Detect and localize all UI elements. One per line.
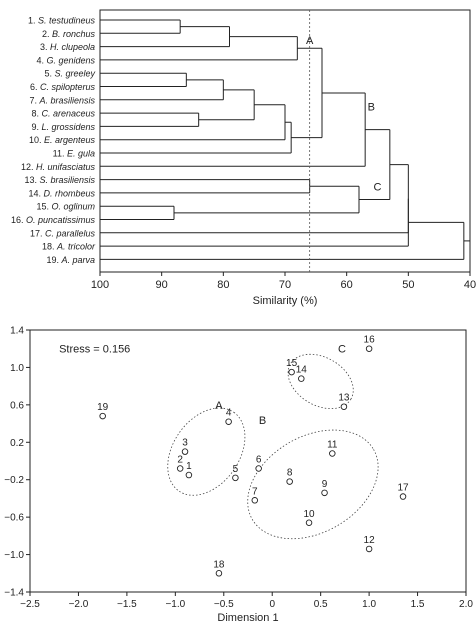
y-tick-label: −1.0 bbox=[4, 550, 24, 562]
x-tick-label: 70 bbox=[278, 279, 292, 291]
leaf-label bbox=[28, 16, 96, 26]
leaf-number: 9. bbox=[31, 121, 42, 132]
leaf-name: B. ronchus bbox=[51, 28, 95, 39]
leaf-name: S. testudineus bbox=[37, 15, 95, 26]
leaf-number: 11. bbox=[52, 148, 67, 159]
leaf-name: A. tricolor bbox=[56, 241, 95, 252]
data-point bbox=[186, 472, 192, 478]
point-label: 13 bbox=[338, 392, 350, 404]
leaf-name: S. greeley bbox=[54, 68, 95, 79]
data-point bbox=[298, 376, 304, 382]
point-label: 9 bbox=[321, 478, 328, 490]
data-point bbox=[400, 494, 406, 500]
data-point bbox=[100, 413, 106, 419]
leaf-number: 8. bbox=[31, 108, 42, 119]
leaf-name: H. clupeola bbox=[49, 42, 95, 53]
y-tick-label: 0.6 bbox=[10, 400, 24, 412]
leaf-number: 2. bbox=[41, 28, 52, 39]
cluster-label: B bbox=[367, 101, 376, 114]
data-point bbox=[182, 449, 188, 455]
cluster-label: A bbox=[305, 34, 314, 47]
data-point bbox=[306, 520, 312, 526]
leaf-label bbox=[42, 242, 96, 252]
leaf-label bbox=[31, 109, 95, 119]
leaf-number: 15. bbox=[36, 201, 52, 212]
x-tick-label: 1.0 bbox=[362, 599, 377, 610]
y-tick-label: −0.2 bbox=[4, 475, 24, 487]
leaf-name: S. brasiliensis bbox=[39, 175, 95, 186]
data-point bbox=[366, 346, 372, 352]
x-tick-label: −1.5 bbox=[117, 599, 137, 610]
leaf-number: 19. bbox=[46, 254, 62, 265]
data-point bbox=[341, 404, 347, 410]
data-point bbox=[329, 451, 335, 457]
data-point bbox=[366, 546, 372, 552]
leaf-number: 18. bbox=[41, 241, 57, 252]
dendrogram-leaf-labels bbox=[11, 16, 96, 265]
leaf-name: G. genidens bbox=[46, 55, 95, 66]
leaf-number: 1. bbox=[27, 15, 38, 26]
leaf-label bbox=[29, 135, 96, 145]
scatter-y-axis bbox=[4, 326, 30, 599]
leaf-label bbox=[24, 175, 95, 185]
leaf-number: 3. bbox=[39, 42, 50, 53]
cluster-label: C bbox=[373, 181, 382, 194]
point-label: 17 bbox=[397, 482, 409, 494]
x-tick-label: 0.5 bbox=[313, 599, 328, 610]
x-tick-label: 0 bbox=[269, 599, 276, 610]
group-outline bbox=[278, 343, 363, 420]
x-tick-label: 2.0 bbox=[459, 599, 473, 610]
leaf-name: C. parallelus bbox=[44, 228, 95, 239]
mds-scatter-panel bbox=[4, 326, 473, 621]
point-label: 18 bbox=[213, 559, 225, 571]
leaf-number: 13. bbox=[24, 175, 40, 186]
x-tick-label: 90 bbox=[155, 279, 168, 291]
scatter-group-labels bbox=[215, 344, 346, 427]
x-tick-label: −0.5 bbox=[213, 599, 234, 610]
leaf-label bbox=[28, 188, 95, 198]
leaf-number: 4. bbox=[36, 55, 47, 66]
dendrogram-branches bbox=[100, 20, 470, 259]
leaf-name: H. unifasciatus bbox=[35, 161, 95, 172]
leaf-label bbox=[30, 228, 96, 238]
x-tick-label: 100 bbox=[90, 279, 110, 291]
leaf-label bbox=[44, 69, 95, 79]
scatter-plot-frame bbox=[30, 330, 466, 592]
x-tick-label: 60 bbox=[340, 279, 353, 291]
leaf-label bbox=[46, 255, 95, 265]
dendrogram-group-labels bbox=[306, 35, 382, 193]
leaf-label bbox=[40, 42, 95, 52]
leaf-name: D. rhombeus bbox=[43, 188, 95, 199]
cluster-label: A bbox=[215, 399, 223, 412]
point-label: 8 bbox=[286, 467, 293, 479]
cluster-label: B bbox=[258, 414, 267, 427]
leaf-label bbox=[53, 149, 95, 159]
x-tick-label: −2.0 bbox=[68, 599, 89, 610]
cluster-label: C bbox=[338, 343, 346, 356]
point-label: 10 bbox=[303, 508, 315, 520]
leaf-number: 10. bbox=[28, 135, 44, 146]
leaf-label bbox=[42, 29, 96, 39]
x-tick-label: 50 bbox=[402, 279, 415, 291]
data-point bbox=[177, 466, 183, 472]
group-outline bbox=[152, 393, 261, 509]
data-point bbox=[226, 419, 232, 425]
stress-annotation: Stress = 0.156 bbox=[59, 343, 131, 356]
point-label: 7 bbox=[252, 486, 258, 498]
leaf-label bbox=[21, 162, 96, 172]
y-tick-label: 1.4 bbox=[10, 325, 24, 337]
x-tick-label: 40 bbox=[463, 279, 476, 291]
leaf-label bbox=[36, 55, 95, 65]
leaf-label bbox=[29, 95, 95, 105]
data-point bbox=[289, 369, 295, 375]
data-point bbox=[233, 475, 239, 481]
point-label: 15 bbox=[286, 358, 298, 370]
point-label: 6 bbox=[255, 454, 262, 466]
dendrogram-panel bbox=[11, 10, 476, 307]
leaf-label bbox=[36, 202, 95, 212]
leaf-name: A. parva bbox=[61, 254, 95, 265]
point-label: 3 bbox=[182, 437, 188, 449]
point-label: 1 bbox=[186, 461, 192, 473]
point-label: 12 bbox=[363, 534, 375, 546]
x-tick-label: −2.5 bbox=[20, 599, 40, 610]
data-point bbox=[252, 498, 258, 504]
leaf-name: C. arenaceus bbox=[41, 108, 95, 119]
leaf-number: 7. bbox=[29, 95, 40, 106]
point-label: 5 bbox=[232, 463, 239, 475]
y-tick-label: 0.2 bbox=[10, 437, 24, 449]
leaf-name: A. brasiliensis bbox=[39, 95, 95, 106]
y-tick-label: 1.0 bbox=[10, 362, 24, 374]
dendrogram-x-axis bbox=[91, 272, 476, 291]
leaf-number: 14. bbox=[28, 188, 44, 199]
leaf-name: O. puncatissimus bbox=[25, 215, 95, 225]
scatter-x-axis bbox=[20, 592, 473, 610]
scatter-group-outlines bbox=[152, 343, 398, 561]
scatter-points bbox=[97, 335, 409, 576]
leaf-number: 17. bbox=[29, 228, 45, 239]
data-point bbox=[287, 479, 293, 485]
data-point bbox=[322, 490, 328, 496]
leaf-name: L. grossidens bbox=[41, 121, 95, 132]
point-label: 16 bbox=[363, 334, 375, 346]
x-tick-label: 1.5 bbox=[410, 599, 425, 610]
leaf-number: 6. bbox=[29, 82, 40, 92]
x-tick-label: 80 bbox=[217, 279, 230, 291]
leaf-label bbox=[30, 82, 96, 92]
leaf-label bbox=[11, 215, 96, 225]
point-label: 2 bbox=[177, 454, 183, 466]
dendrogram-x-axis-label: Similarity (%) bbox=[252, 295, 318, 307]
leaf-name: E. gula bbox=[66, 148, 95, 159]
leaf-number: 5. bbox=[44, 68, 55, 79]
y-tick-label: −1.4 bbox=[4, 587, 24, 599]
leaf-label bbox=[31, 122, 95, 132]
leaf-number: 16. bbox=[10, 215, 26, 225]
y-tick-label: −0.6 bbox=[4, 512, 24, 524]
leaf-name: C. spilopterus bbox=[39, 82, 95, 92]
x-tick-label: −1.0 bbox=[165, 599, 186, 610]
leaf-name: E. argenteus bbox=[43, 135, 95, 146]
scatter-x-axis-label: Dimension 1 bbox=[217, 612, 279, 621]
point-label: 19 bbox=[97, 402, 109, 414]
leaf-number: 12. bbox=[20, 161, 36, 172]
point-label: 11 bbox=[327, 439, 338, 451]
data-point bbox=[256, 466, 262, 472]
leaf-name: O. oglinum bbox=[51, 201, 95, 212]
data-point bbox=[216, 570, 222, 576]
point-label: 4 bbox=[225, 407, 232, 419]
point-label: 14 bbox=[295, 364, 307, 376]
